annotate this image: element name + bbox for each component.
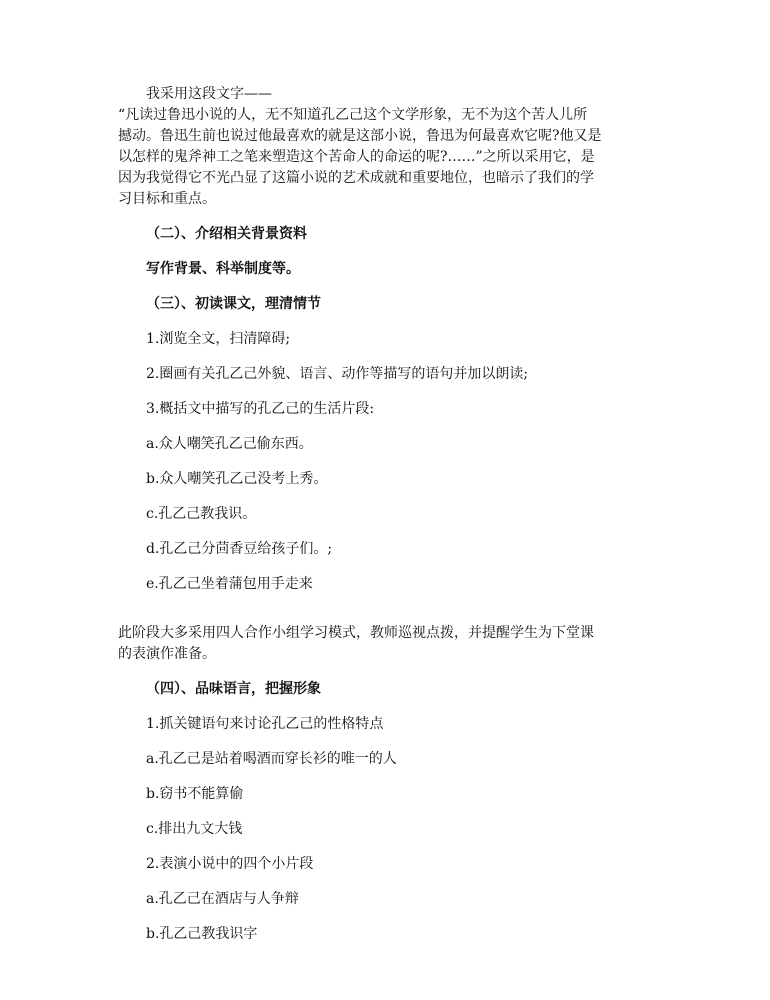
section3-item: d.孔乙己分茴香豆给孩子们。; — [146, 541, 333, 557]
quote-line-2: 撼动。鲁迅生前也说过他最喜欢的就是这部小说，鲁迅为何最喜欢它呢?他又是 — [118, 128, 602, 144]
quote-line-4: 因为我觉得它不光凸显了这篇小说的艺术成就和重要地位，也暗示了我们的学 — [118, 170, 594, 186]
section4-heading: （四）、品味语言，把握形象 — [146, 681, 321, 697]
section3-item: 1.浏览全文，扫清障碍; — [146, 331, 291, 347]
stage-note-line-1: 此阶段大多采用四人合作小组学习模式，教师巡视点拨，并提醒学生为下堂课 — [118, 625, 594, 641]
section4-item: 1.抓关键语句来讨论孔乙己的性格特点 — [146, 716, 384, 732]
section4-item: a.孔乙己在酒店与人争辩 — [146, 891, 299, 907]
section4-item: b.窃书不能算偷 — [146, 786, 244, 802]
stage-note-line-2: 的表演作准备。 — [118, 646, 216, 662]
document-page — [118, 84, 658, 945]
section3-item: 3.概括文中描写的孔乙己的生活片段: — [146, 401, 375, 417]
section4-item: c.排出九文大钱 — [146, 821, 243, 837]
section3-item: e.孔乙己坐着蒲包用手走来 — [146, 576, 313, 592]
quote-line-3: 以怎样的鬼斧神工之笔来塑造这个苦命人的命运的呢?……”之所以采用它，是 — [118, 149, 595, 165]
section4-item: 2.表演小说中的四个小片段 — [146, 856, 314, 872]
section3-item: b.众人嘲笑孔乙己没考上秀。 — [146, 471, 328, 487]
quote-line-1: “凡读过鲁迅小说的人，无不知道孔乙己这个文学形象，无不为这个苦人儿所 — [118, 107, 588, 123]
section3-item: 2.圈画有关孔乙己外貌、语言、动作等描写的语句并加以朗读; — [146, 366, 529, 382]
section3-heading: （三）、初读课文，理清情节 — [146, 296, 321, 312]
section4-item: b.孔乙己教我识字 — [146, 926, 258, 942]
section2-body: 写作背景、科举制度等。 — [146, 261, 300, 277]
section3-item: c.孔乙己教我识。 — [146, 506, 257, 522]
intro-line: 我采用这段文字—— — [146, 86, 272, 102]
section3-item: a.众人嘲笑孔乙己偷东西。 — [146, 436, 313, 452]
section2-heading: （二）、介绍相关背景资料 — [146, 226, 307, 242]
section4-item: a.孔乙己是站着喝酒而穿长衫的唯一的人 — [146, 751, 397, 767]
quote-line-5: 习目标和重点。 — [118, 191, 216, 207]
